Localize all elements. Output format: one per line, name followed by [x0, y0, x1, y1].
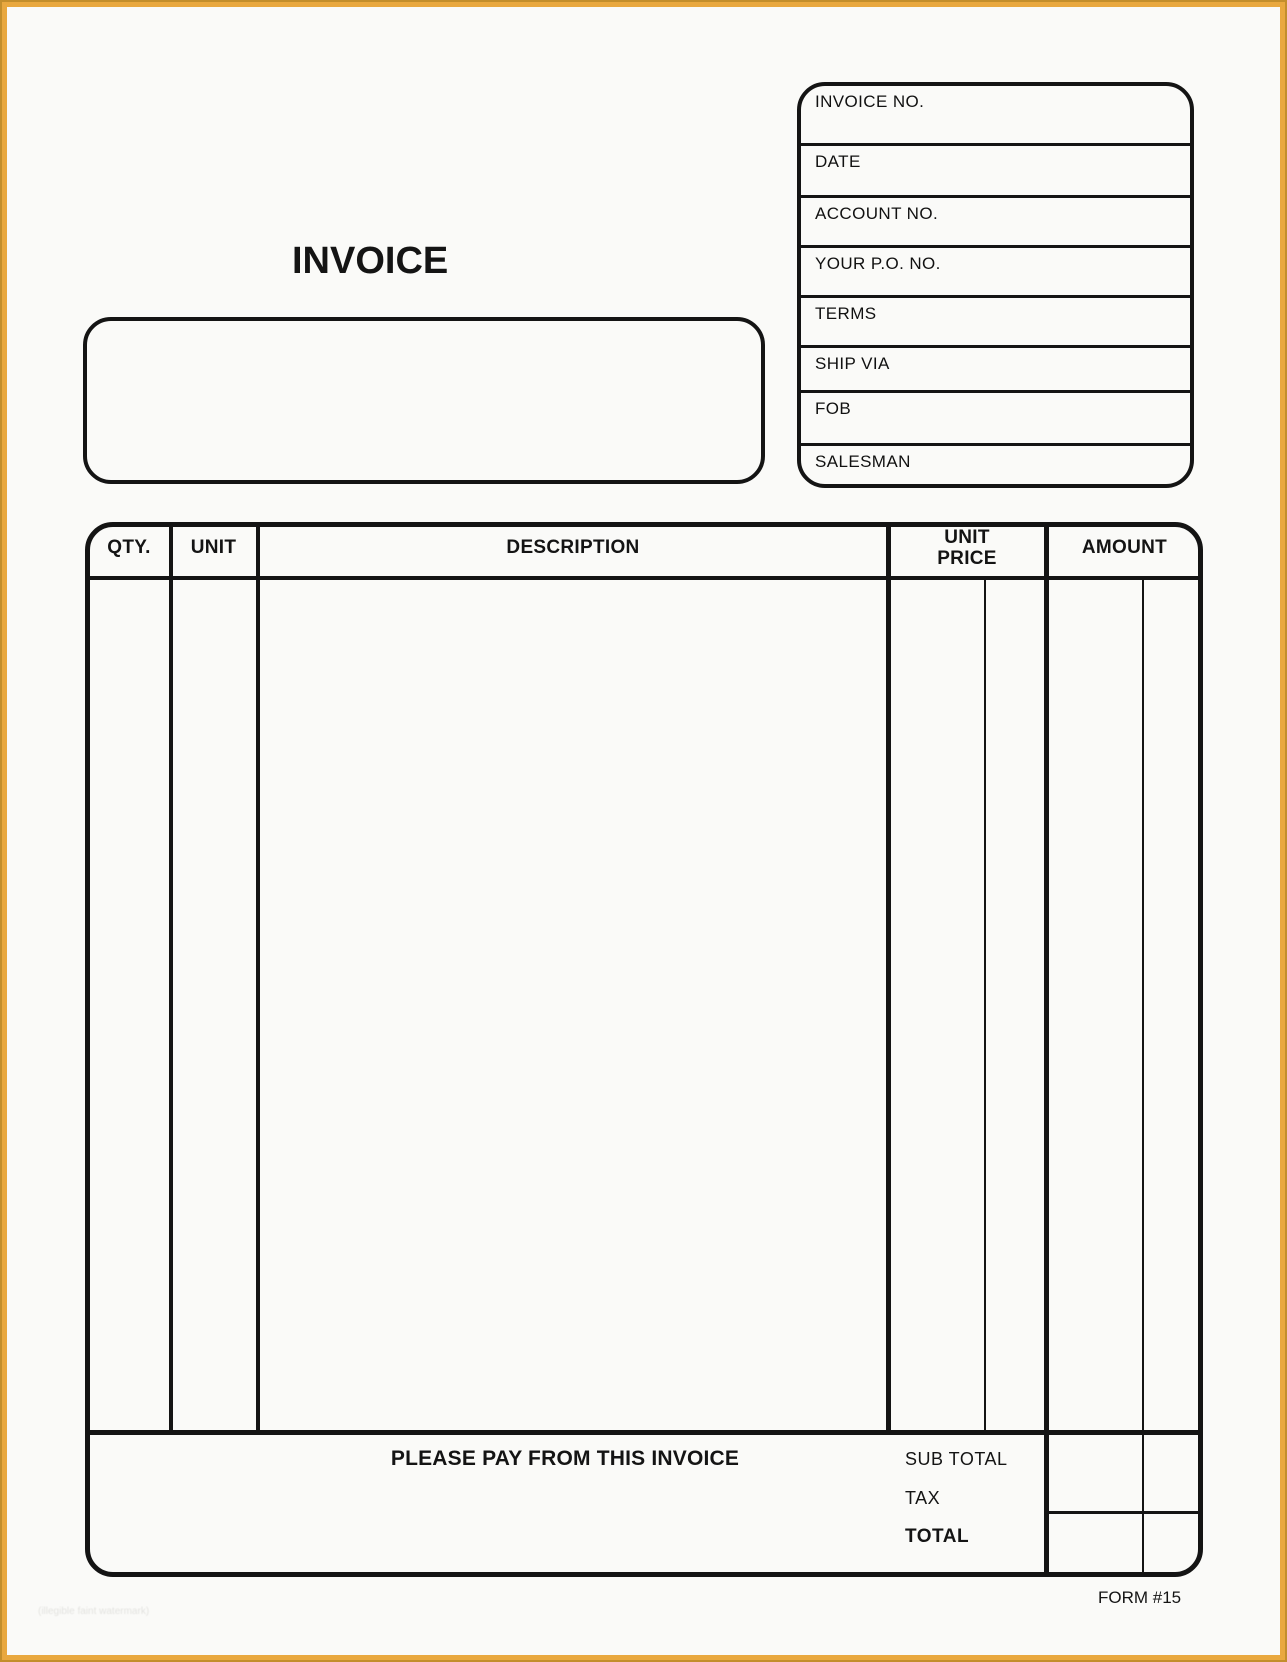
unit-column-header: UNIT: [190, 537, 237, 558]
ship-via-label: SHIP VIA: [815, 354, 890, 373]
info-row-terms[interactable]: [801, 295, 1190, 345]
pay-note: PLEASE PAY FROM THIS INVOICE: [390, 1447, 740, 1470]
salesman-label: SALESMAN: [815, 452, 911, 471]
po-no-label: YOUR P.O. NO.: [815, 254, 941, 273]
total-label: TOTAL: [905, 1526, 970, 1547]
subtotal-tax-amount-cell[interactable]: [1050, 1436, 1198, 1510]
form-number: FORM #15: [1098, 1588, 1182, 1607]
tax-total-divider: [1044, 1511, 1201, 1514]
invoice-info-box: [797, 82, 1194, 488]
info-row-ship-via[interactable]: [801, 345, 1190, 390]
description-column-header: DESCRIPTION: [506, 537, 640, 558]
account-no-label: ACCOUNT NO.: [815, 204, 939, 223]
date-label: DATE: [815, 152, 861, 171]
fob-label: FOB: [815, 399, 852, 418]
info-row-fob[interactable]: [801, 390, 1190, 443]
line-items-area[interactable]: [90, 580, 1198, 1428]
unit-price-column-header: UNIT PRICE: [937, 527, 997, 569]
watermark: (illegible faint watermark): [38, 1606, 150, 1617]
info-row-po-no[interactable]: [801, 245, 1190, 295]
terms-label: TERMS: [815, 304, 877, 323]
address-box[interactable]: [83, 317, 765, 484]
info-row-salesman[interactable]: [801, 443, 1190, 484]
tax-label: TAX: [905, 1488, 941, 1508]
invoice-no-label: INVOICE NO.: [815, 92, 925, 111]
info-row-invoice-no[interactable]: [801, 86, 1190, 143]
amount-column-header: AMOUNT: [1081, 537, 1168, 558]
subtotal-label: SUB TOTAL: [905, 1449, 1008, 1469]
info-row-account-no[interactable]: [801, 195, 1190, 245]
qty-column-header: QTY.: [107, 537, 151, 558]
info-row-date[interactable]: [801, 143, 1190, 195]
body-bottom-line: [87, 1430, 1201, 1435]
total-amount-cell[interactable]: [1050, 1515, 1198, 1571]
page-title: INVOICE: [292, 240, 449, 282]
